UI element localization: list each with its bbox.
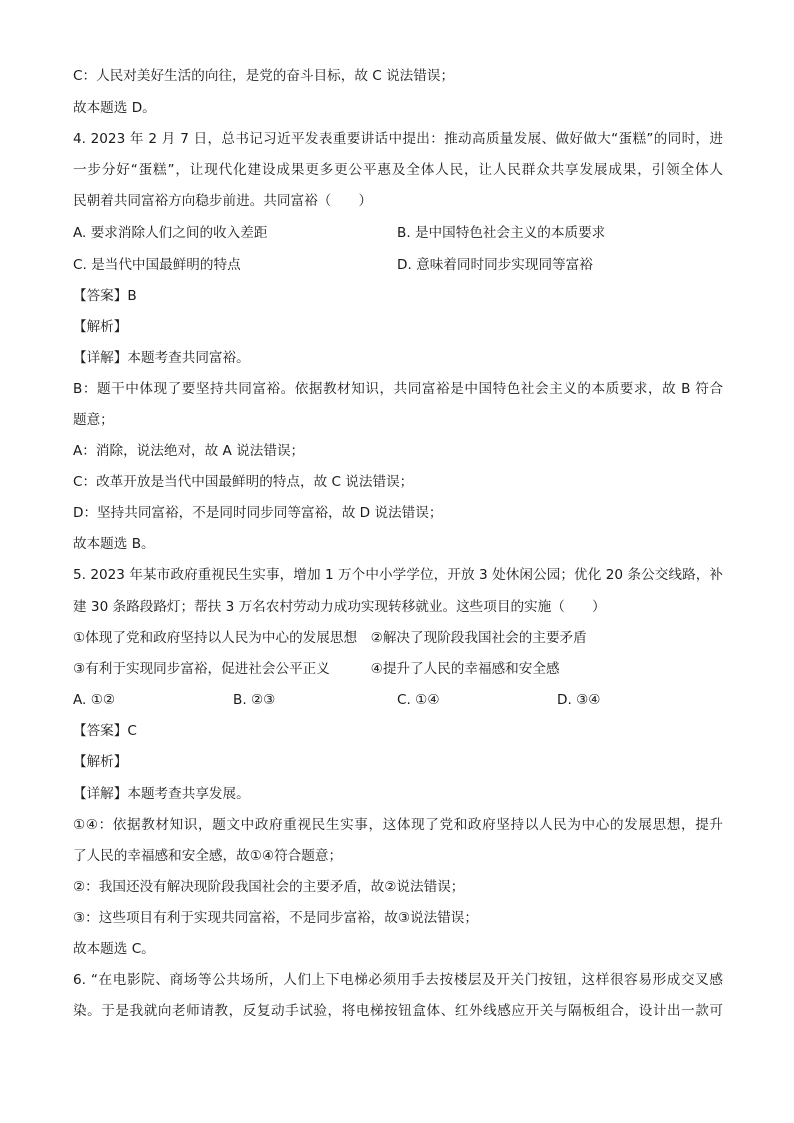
detail-line: C：改革开放是当代中国最鲜明的特点，故 C 说法错误； — [73, 474, 414, 490]
detail-line: ②：我国还没有解决现阶段我国社会的主要矛盾，故②说法错误； — [73, 879, 465, 895]
question-4-stem: 民朝着共同富裕方向稳步前进。共同富裕（ ） — [73, 193, 373, 209]
q5-option-b: B. ②③ — [233, 692, 276, 708]
question-6-stem: 6. “在电影院、商场等公共场所，人们上下电梯必须用手去按楼层及开关门按钮，这样很容易形成交叉感 — [73, 972, 723, 988]
question-5-stem: 5. 2023 年某市政府重视民生实事，增加 1 万个中小学学位，开放 3 处休闲公园；优化 20 条公交线路，补 — [73, 567, 723, 583]
detail-line: 故本题选 B。 — [73, 536, 155, 552]
answer-label: 【答案】C — [73, 723, 137, 739]
text-line: C：人民对美好生活的向往，是党的奋斗目标，故 C 说法错误； — [73, 68, 455, 84]
q5-option-a: A. ①② — [73, 692, 116, 708]
detail-line: 【详解】本题考查共享发展。 — [73, 786, 250, 802]
detail-line: B：题干中体现了要坚持共同富裕。依据教材知识，共同富裕是中国特色社会主义的本质要求，故 B 符合 — [73, 381, 723, 397]
q5-option-c: C. ①④ — [397, 692, 440, 708]
detail-line: 故本题选 C。 — [73, 941, 155, 957]
q4-option-d: D. 意味着同时同步实现同等富裕 — [397, 257, 593, 273]
detail-line: 【详解】本题考查共同富裕。 — [73, 350, 250, 366]
detail-line: D：坚持共同富裕，不是同时同步同等富裕，故 D 说法错误； — [73, 505, 443, 521]
q4-option-b: B. 是中国特色社会主义的本质要求 — [397, 225, 606, 241]
detail-line: A：消除，说法绝对，故 A 说法错误； — [73, 443, 305, 459]
text-line: 故本题选 D。 — [73, 100, 156, 116]
q4-option-a: A. 要求消除人们之间的收入差距 — [73, 225, 268, 241]
q5-option-d: D. ③④ — [557, 692, 601, 708]
analysis-label: 【解析】 — [73, 319, 128, 335]
detail-line: ③：这些项目有利于实现共同富裕，不是同步富裕，故③说法错误； — [73, 910, 478, 926]
answer-label: 【答案】B — [73, 288, 137, 304]
detail-line: 了人民的幸福感和安全感，故①④符合题意； — [73, 848, 343, 864]
question-4-stem: 一步分好“蛋糕”，让现代化建设成果更多更公平惠及全体人民，让人民群众共享发展成果，引领全体人 — [73, 162, 723, 178]
question-5-stem: 建 30 条路段路灯；帮扶 3 万名农村劳动力成功实现转移就业。这些项目的实施（ ） — [73, 599, 606, 615]
question-5-statement: ①体现了党和政府坚持以人民为中心的发展思想 ②解决了现阶段我国社会的主要矛盾 — [73, 630, 587, 646]
detail-line: ①④：依据教材知识，题文中政府重视民生实事，这体现了党和政府坚持以人民为中心的发展思想，提升 — [73, 817, 723, 833]
question-6-stem: 染。于是我就向老师请教，反复动手试验，将电梯按钮盒体、红外线感应开关与隔板组合，设计出一款可 — [73, 1003, 723, 1019]
analysis-label: 【解析】 — [73, 754, 128, 770]
detail-line: 题意； — [73, 412, 114, 428]
question-5-statement: ③有利于实现同步富裕，促进社会公平正义 ④提升了人民的幸福感和安全感 — [73, 661, 560, 677]
question-4-stem: 4. 2023 年 2 月 7 日，总书记习近平发表重要讲话中提出：推动高质量发展、做好做大“蛋糕”的同时，进 — [73, 131, 723, 147]
q4-option-c: C. 是当代中国最鲜明的特点 — [73, 257, 241, 273]
